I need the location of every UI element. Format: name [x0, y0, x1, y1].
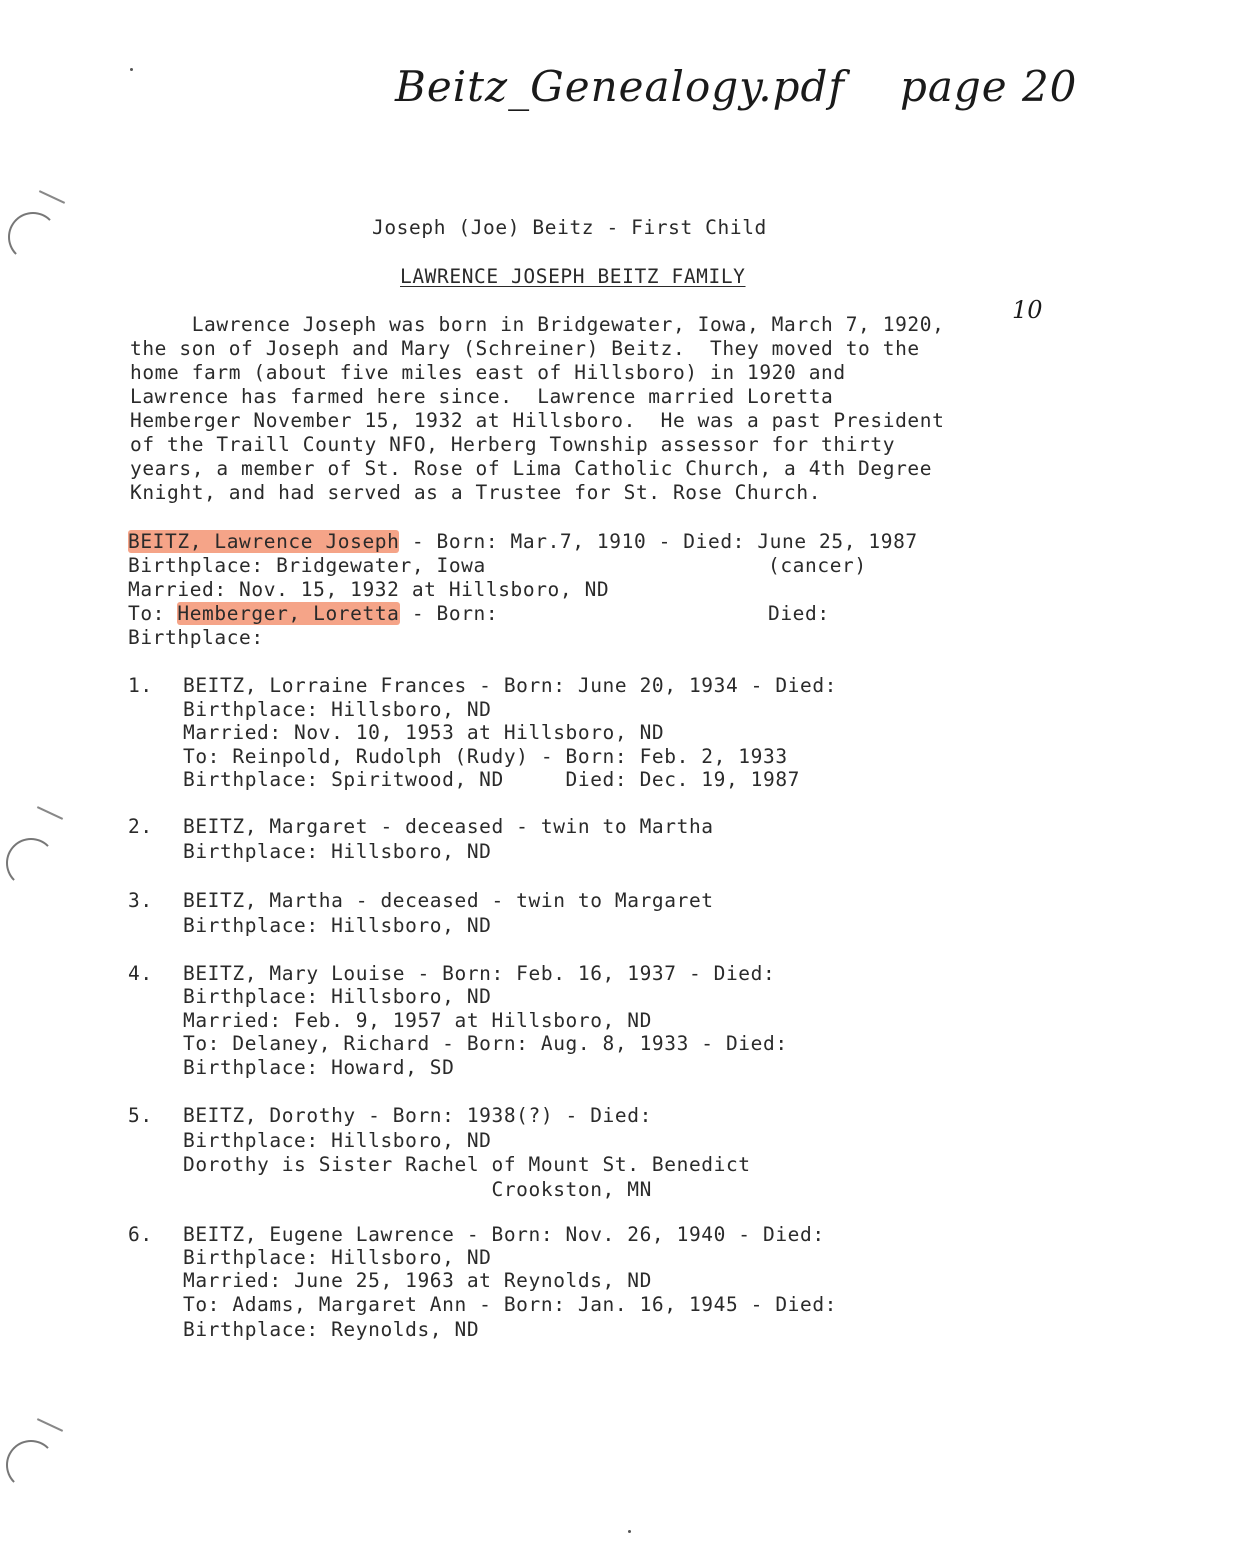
child-line: BEITZ, Margaret - deceased - twin to Martha	[183, 815, 714, 838]
narrative-line: Lawrence Joseph was born in Bridgewater, Iowa, March 7, 1920,	[130, 313, 945, 336]
child-number: 6.	[128, 1223, 153, 1246]
child-line: Birthplace: Hillsboro, ND	[183, 698, 492, 721]
child-line: Birthplace: Spiritwood, ND Died: Dec. 19, 1987	[183, 768, 800, 791]
child-line: Dorothy is Sister Rachel of Mount St. Benedict	[183, 1153, 751, 1176]
child-number: 1.	[128, 674, 153, 697]
child-line: Birthplace: Hillsboro, ND	[183, 914, 492, 937]
narrative-line: home farm (about five miles east of Hillsboro) in 1920 and	[130, 361, 846, 384]
binder-hole-mark	[8, 212, 58, 262]
child-line: To: Delaney, Richard - Born: Aug. 8, 1933 - Died:	[183, 1032, 788, 1055]
spouse-born: - Born:	[399, 602, 499, 625]
heading-family-title: LAWRENCE JOSEPH BEITZ FAMILY	[400, 265, 746, 288]
head-birthplace: Birthplace: Bridgewater, Iowa	[128, 554, 486, 577]
binder-hole-mark	[6, 838, 56, 888]
head-name-line	[128, 530, 918, 554]
narrative-line: the son of Joseph and Mary (Schreiner) Beitz. They moved to the	[130, 337, 920, 360]
narrative-line: Hemberger November 15, 1932 at Hillsboro. He was a past President	[130, 409, 945, 432]
child-line: Birthplace: Hillsboro, ND	[183, 1246, 492, 1269]
child-line: Married: June 25, 1963 at Reynolds, ND	[183, 1269, 652, 1292]
child-line: BEITZ, Martha - deceased - twin to Margaret	[183, 889, 714, 912]
handwritten-correction: 10	[1012, 296, 1043, 324]
head-born-died: - Born: Mar.7, 1910 - Died: June 25, 1987	[399, 530, 918, 553]
child-line: Married: Nov. 10, 1953 at Hillsboro, ND	[183, 721, 665, 744]
highlighted-head-name: BEITZ, Lawrence Joseph	[128, 530, 400, 553]
scan-speck	[628, 1530, 631, 1533]
child-line: BEITZ, Mary Louise - Born: Feb. 16, 1937 - Died:	[183, 962, 776, 985]
child-line: BEITZ, Lorraine Frances - Born: June 20, 1934 - Died:	[183, 674, 838, 697]
child-line: Birthplace: Howard, SD	[183, 1056, 455, 1079]
child-line: BEITZ, Dorothy - Born: 1938(?) - Died:	[183, 1104, 652, 1127]
child-line: Birthplace: Reynolds, ND	[183, 1318, 480, 1341]
binder-hole-tick	[39, 190, 65, 204]
child-number: 5.	[128, 1104, 153, 1127]
child-line: Crookston, MN	[183, 1178, 652, 1201]
spouse-to-prefix: To:	[128, 602, 178, 625]
head-cause-of-death: (cancer)	[768, 554, 867, 577]
handwritten-page-number: page 20	[899, 62, 1078, 111]
child-line: To: Reinpold, Rudolph (Rudy) - Born: Feb. 2, 1933	[183, 745, 788, 768]
child-number: 2.	[128, 815, 153, 838]
child-number: 4.	[128, 962, 153, 985]
spouse-birthplace: Birthplace:	[128, 626, 264, 649]
highlighted-spouse-name: Hemberger, Loretta	[177, 602, 400, 625]
binder-hole-mark	[6, 1440, 56, 1490]
handwritten-annotation	[395, 62, 1077, 111]
binder-hole-tick	[37, 1418, 63, 1432]
narrative-line: Knight, and had served as a Trustee for St. Rose Church.	[130, 481, 822, 504]
child-line: To: Adams, Margaret Ann - Born: Jan. 16, 1945 - Died:	[183, 1293, 838, 1316]
heading-first-child: Joseph (Joe) Beitz - First Child	[372, 216, 767, 239]
narrative-line: years, a member of St. Rose of Lima Catholic Church, a 4th Degree	[130, 457, 933, 480]
child-line: Birthplace: Hillsboro, ND	[183, 1129, 492, 1152]
child-line: Birthplace: Hillsboro, ND	[183, 840, 492, 863]
child-line: Birthplace: Hillsboro, ND	[183, 985, 492, 1008]
child-number: 3.	[128, 889, 153, 912]
narrative-line: of the Traill County NFO, Herberg Township assessor for thirty	[130, 433, 896, 456]
scan-speck	[130, 68, 133, 71]
handwritten-filename: Beitz_Genealogy.pdf	[395, 62, 845, 111]
spouse-line	[128, 602, 498, 626]
binder-hole-tick	[37, 806, 63, 820]
head-married: Married: Nov. 15, 1932 at Hillsboro, ND	[128, 578, 610, 601]
spouse-died: Died:	[768, 602, 830, 625]
child-line: BEITZ, Eugene Lawrence - Born: Nov. 26, 1940 - Died:	[183, 1223, 825, 1246]
narrative-line: Lawrence has farmed here since. Lawrence married Loretta	[130, 385, 834, 408]
child-line: Married: Feb. 9, 1957 at Hillsboro, ND	[183, 1009, 652, 1032]
